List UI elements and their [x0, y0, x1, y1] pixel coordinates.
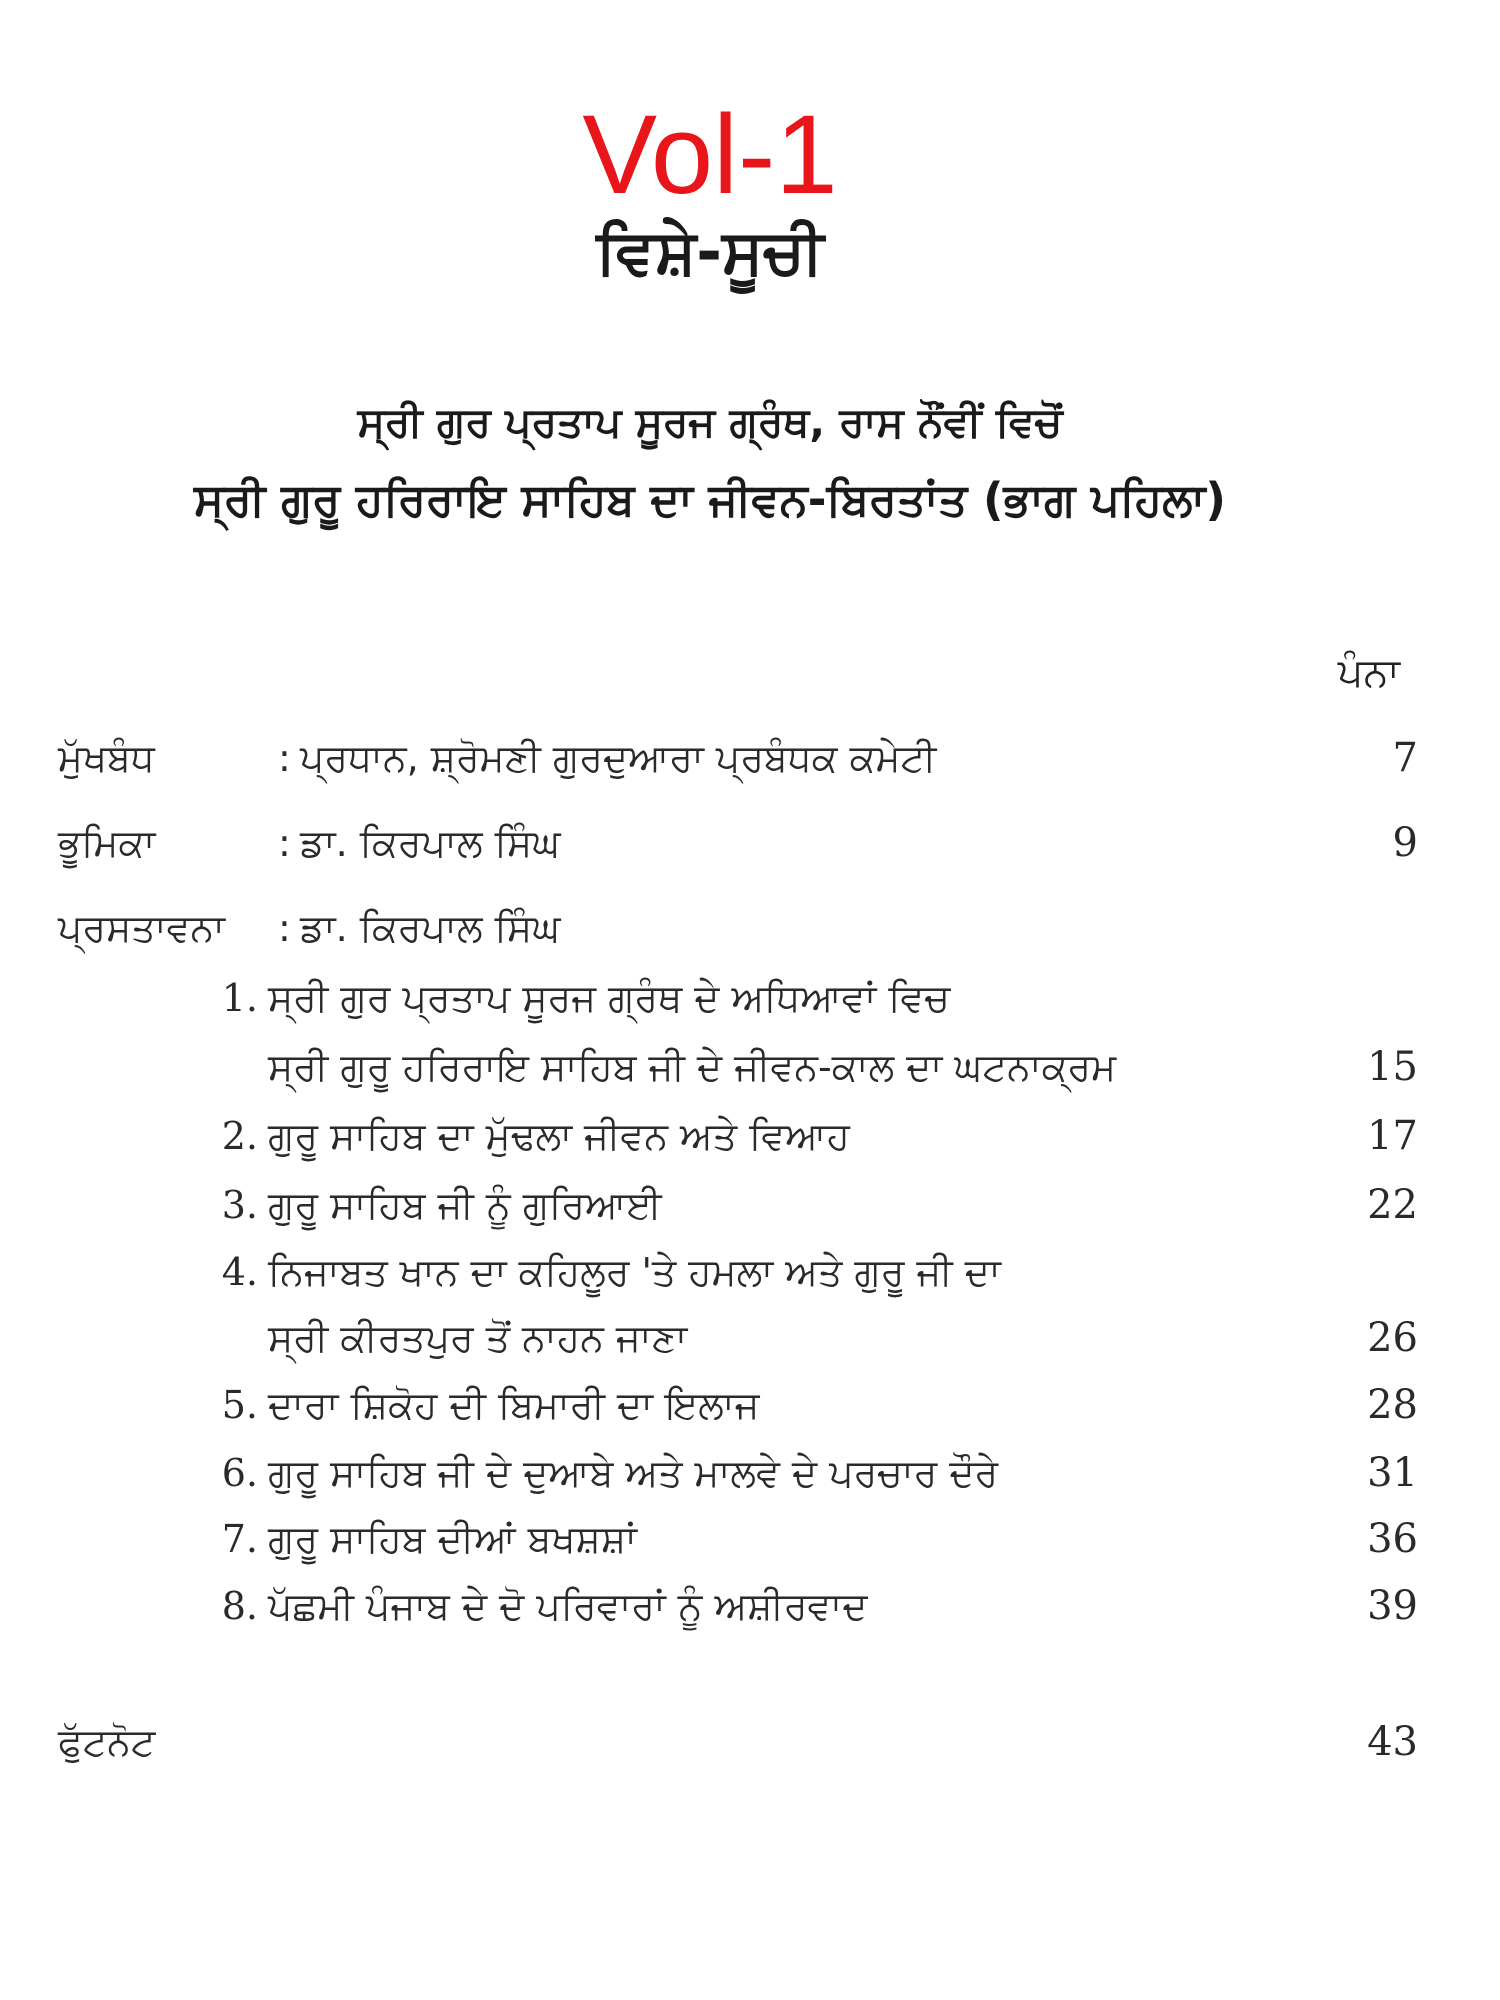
chapter-number: 1. [221, 976, 258, 1020]
chapter-row-1 [0, 968, 1500, 1028]
chapter-row-3 [0, 1175, 1500, 1235]
chapter-number: 8. [221, 1584, 258, 1628]
chapter-title-line: ਸ੍ਰੀ ਗੁਰ ਪ੍ਰਤਾਪ ਸੂਰਜ ਗ੍ਰੰਥ ਦੇ ਅਧਿਆਵਾਂ ਵਿਚ [268, 976, 950, 1020]
chapter-number: 3. [221, 1183, 258, 1227]
front-matter-separator: : [278, 821, 291, 865]
page-number: 17 [1367, 1113, 1418, 1159]
front-matter-author: ਡਾ. ਕਿਰਪਾਲ ਸਿੰਘ [300, 906, 561, 950]
source-line: ਸ੍ਰੀ ਗੁਰ ਪ੍ਰਤਾਪ ਸੂਰਜ ਗ੍ਰੰਥ, ਰਾਸ ਨੌਂਵੀਂ ਵਿਚੋਂ [357, 398, 1063, 446]
page-number: 28 [1367, 1382, 1418, 1428]
chapter-number: 4. [221, 1250, 258, 1294]
front-matter-label: ਪ੍ਰਸਤਾਵਨਾ [58, 906, 225, 950]
volume-label: Vol-1 [582, 92, 838, 217]
chapter-title-line: ਪੱਛਮੀ ਪੰਜਾਬ ਦੇ ਦੋ ਪਰਿਵਾਰਾਂ ਨੂੰ ਅਸ਼ੀਰਵਾਦ [268, 1584, 868, 1628]
chapter-title-line: ਗੁਰੂ ਸਾਹਿਬ ਦੀਆਂ ਬਖਸ਼ਸ਼ਾਂ [268, 1517, 637, 1561]
chapter-number: 5. [221, 1383, 258, 1427]
page-number: 39 [1367, 1583, 1418, 1629]
chapter-row-1-continued [0, 1037, 1500, 1097]
front-matter-row-preface [0, 813, 1500, 873]
chapter-title-line: ਦਾਰਾ ਸ਼ਿਕੋਹ ਦੀ ਬਿਮਾਰੀ ਦਾ ਇਲਾਜ [268, 1383, 760, 1427]
page-number: 9 [1392, 820, 1418, 866]
page-number: 7 [1392, 735, 1418, 781]
chapter-title-line: ਗੁਰੂ ਸਾਹਿਬ ਜੀ ਨੂੰ ਗੁਰਿਆਈ [268, 1183, 662, 1227]
chapter-number: 7. [221, 1517, 258, 1561]
page-number: 26 [1367, 1315, 1418, 1361]
front-matter-label: ਮੁੱਖਬੰਧ [58, 736, 155, 780]
page-number: 36 [1367, 1516, 1418, 1562]
front-matter-author: ਡਾ. ਕਿਰਪਾਲ ਸਿੰਘ [300, 821, 561, 865]
page-column-header: ਪੰਨਾ [1337, 650, 1400, 696]
back-matter-row-footnotes [0, 1712, 1500, 1772]
chapter-row-7 [0, 1509, 1500, 1569]
book-title: ਸ੍ਰੀ ਗੁਰੂ ਹਰਿਰਾਇ ਸਾਹਿਬ ਦਾ ਜੀਵਨ-ਬਿਰਤਾਂਤ (ਭਾਗ ਪਹਿਲਾ) [194, 473, 1226, 526]
chapter-row-6 [0, 1443, 1500, 1503]
chapter-title-line: ਸ੍ਰੀ ਗੁਰੂ ਹਰਿਰਾਇ ਸਾਹਿਬ ਜੀ ਦੇ ਜੀਵਨ-ਕਾਲ ਦਾ ਘਟਨਾਕ੍ਰਮ [268, 1045, 1117, 1089]
page-title: ਵਿਸ਼ੇ-ਸੂਚੀ [596, 215, 824, 288]
chapter-title-line: ਨਿਜਾਬਤ ਖਾਨ ਦਾ ਕਹਿਲੂਰ 'ਤੇ ਹਮਲਾ ਅਤੇ ਗੁਰੂ ਜੀ ਦਾ [268, 1250, 1001, 1294]
chapter-title-line: ਗੁਰੂ ਸਾਹਿਬ ਜੀ ਦੇ ਦੁਆਬੇ ਅਤੇ ਮਾਲਵੇ ਦੇ ਪਰਚਾਰ ਦੌਰੇ [268, 1451, 999, 1495]
chapter-row-5 [0, 1375, 1500, 1435]
chapter-row-4 [0, 1242, 1500, 1302]
page-number: 43 [1367, 1719, 1418, 1765]
chapter-title-line: ਸ੍ਰੀ ਕੀਰਤਪੁਰ ਤੋਂ ਨਾਹਨ ਜਾਣਾ [268, 1316, 688, 1360]
front-matter-separator: : [278, 906, 291, 950]
chapter-row-8 [0, 1576, 1500, 1636]
chapter-number: 6. [221, 1451, 258, 1495]
chapter-row-4-continued [0, 1308, 1500, 1368]
front-matter-author: ਪ੍ਰਧਾਨ, ਸ਼੍ਰੋਮਣੀ ਗੁਰਦੁਆਰਾ ਪ੍ਰਬੰਧਕ ਕਮੇਟੀ [300, 736, 937, 780]
chapter-number: 2. [221, 1114, 258, 1158]
back-matter-label: ਫੁੱਟਨੋਟ [58, 1720, 156, 1764]
chapter-row-2 [0, 1106, 1500, 1166]
front-matter-row-foreword [0, 728, 1500, 788]
page-number: 22 [1367, 1182, 1418, 1228]
front-matter-label: ਭੂਮਿਕਾ [58, 821, 156, 865]
front-matter-row-introduction [0, 898, 1500, 958]
page-number: 15 [1367, 1044, 1418, 1090]
page-number: 31 [1367, 1450, 1418, 1496]
chapter-title-line: ਗੁਰੂ ਸਾਹਿਬ ਦਾ ਮੁੱਢਲਾ ਜੀਵਨ ਅਤੇ ਵਿਆਹ [268, 1114, 850, 1158]
front-matter-separator: : [278, 736, 291, 780]
